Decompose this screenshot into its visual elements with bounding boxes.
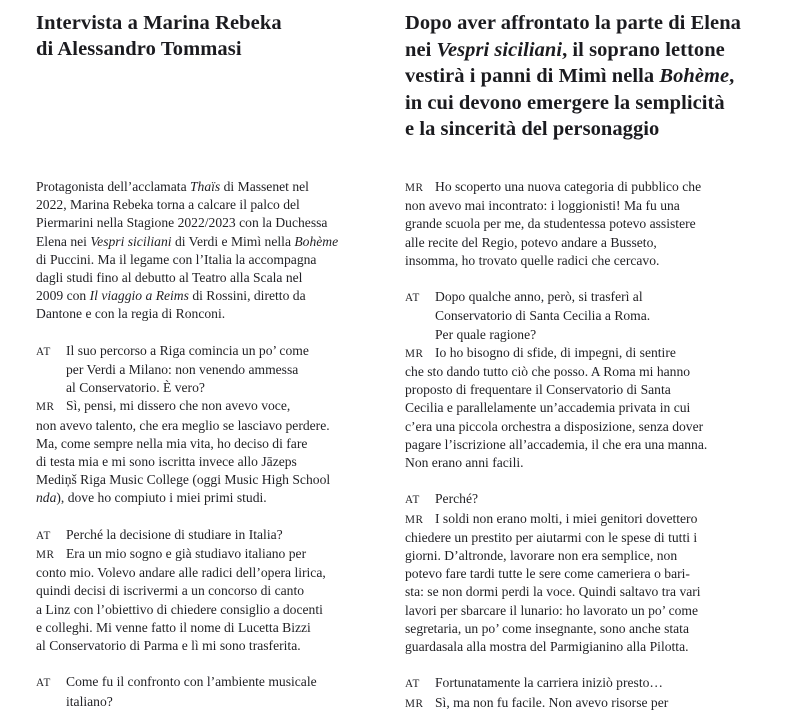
text-line: Protagonista dell’acclamata Thaïs di Massenet nel	[36, 179, 309, 194]
paragraph-gap	[405, 472, 770, 490]
line-text: pagare l’iscrizione all’accademia, il che era una manna.	[405, 436, 708, 452]
text-line	[405, 418, 770, 436]
line-text: e colleghi. Mi venne fatto il nome di Lucetta Bizzi	[36, 619, 311, 635]
line-text: Perché la decisione di studiare in Italia?	[66, 526, 283, 542]
speaker-label: MR	[405, 182, 424, 194]
text-line	[405, 565, 770, 583]
speaker-label: MR	[405, 513, 424, 526]
line-text: Il suo percorso a Riga comincia un po’ come	[66, 342, 309, 358]
line-text: Sì, pensi, mi dissero che non avevo voce,	[66, 398, 291, 414]
line-text: nda), dove ho compiuto i miei primi studi.	[36, 490, 267, 506]
text-line	[36, 489, 358, 507]
line-text: Ho scoperto una nuova categoria di pubblico che	[435, 179, 702, 194]
line-text: al Conservatorio di Parma e lì mi sono trasferita.	[36, 638, 301, 654]
speaker-label: MR	[36, 549, 55, 562]
right-body	[405, 178, 770, 713]
speaker-label: AT	[36, 345, 51, 358]
line-text: non avevo talento, che era meglio se lasciavo perdere.	[36, 417, 330, 433]
interview-answer	[405, 510, 770, 657]
interview-answer	[405, 694, 770, 713]
text-line	[405, 363, 770, 381]
text-line: vestirà i panni di Mimì nella Bohème,	[405, 65, 735, 87]
interview-question	[405, 490, 770, 509]
text-line	[405, 399, 770, 417]
text-line	[405, 326, 770, 344]
text-line	[405, 381, 770, 399]
line-text: grande scuola per me, da studentessa potevo assistere	[405, 216, 696, 232]
line-text: al Conservatorio. È vero?	[66, 380, 205, 396]
line-text: proposto di frequentare il Conservatorio di Santa	[405, 382, 671, 398]
line-text: I soldi non erano molti, i miei genitori dovettero	[435, 510, 698, 526]
text-line: di Alessandro Tommasi	[36, 38, 242, 60]
text-line	[405, 547, 770, 565]
line-text: quindi decisi di iscrivermi a un concorso di canto	[36, 583, 305, 599]
text-line	[405, 197, 770, 215]
line-text: conto mio. Volevo andare alle radici dell’opera lirica,	[36, 565, 326, 581]
interview-question	[405, 674, 770, 693]
text-line	[36, 417, 358, 435]
paragraph-gap	[36, 655, 358, 673]
line-text: alle recite del Regio, potevo andare a Busseto,	[405, 234, 657, 250]
line-text: chiedere un prestito per aiutarmi con le spese di tutti i	[405, 529, 698, 545]
line-text: sta: se non dormi perdi la voce. Quindi saltavo tra vari	[405, 584, 701, 600]
speaker-label: AT	[405, 494, 420, 507]
interview-question	[36, 673, 358, 710]
line-text: guardasala alla mostra del Parmigianino alla Pilotta.	[405, 639, 689, 655]
text-line	[36, 379, 358, 397]
text-line	[36, 453, 358, 471]
line-text: giorni. D’altronde, lavorare non era semplice, non	[405, 548, 678, 564]
text-line: e la sincerità del personaggio	[405, 118, 660, 140]
text-line	[405, 234, 770, 252]
text-line	[405, 674, 770, 693]
line-text: Io ho bisogno di sfide, di impegni, di sentire	[435, 344, 676, 360]
line-text: insomma, ho trovato quelle radici che cercavo.	[405, 252, 660, 268]
text-line: Piermarini nella Stagione 2022/2023 con la Duchessa	[36, 215, 328, 231]
line-text: non avevo mai incontrato: i loggionisti! Ma fu una	[405, 198, 680, 214]
line-text: Ma, come sempre nella mia vita, ho deciso di fare	[36, 435, 308, 451]
line-text: Cecilia e parallelamente un’accademia privata in cui	[405, 400, 691, 416]
text-line: Elena nei Vespri siciliani di Verdi e Mimì nella Bohème	[36, 233, 339, 249]
line-text: Era un mio sogno e già studiavo italiano per	[66, 546, 307, 562]
text-line	[36, 342, 358, 361]
text-line: di Puccini. Ma il legame con l’Italia la accompagna	[36, 251, 317, 267]
line-text: italiano?	[66, 693, 113, 709]
text-line	[36, 361, 358, 379]
text-line	[36, 471, 358, 489]
line-text: potevo fare tardi tutte le sere come cameriera o bari-	[405, 566, 690, 582]
right-headline-zone	[405, 10, 770, 178]
speaker-label: MR	[405, 347, 424, 360]
line-text: Mediņš Riga Music College (oggi Music High School	[36, 472, 331, 488]
line-text: c’era una piccola orchestra a disposizione, senza dover	[405, 418, 704, 434]
line-text: che sto dando tutto ciò che posso. A Roma mi hanno	[405, 364, 691, 380]
left-column	[0, 0, 400, 709]
text-line	[405, 307, 770, 325]
interview-question	[36, 526, 358, 545]
line-text: Perché?	[435, 491, 479, 507]
text-line: Intervista a Marina Rebeka	[36, 12, 282, 34]
text-line	[36, 435, 358, 453]
text-line: Dopo aver affrontato la parte di Elena	[405, 12, 741, 34]
line-text: a Linz con l’obiettivo di chiedere consiglio a docenti	[36, 601, 323, 617]
text-line	[405, 510, 770, 529]
paragraph-gap	[36, 508, 358, 526]
speaker-label: AT	[36, 677, 51, 690]
text-line	[36, 397, 358, 416]
right-column	[400, 0, 800, 710]
text-line: 2022, Marina Rebeka torna a calcare il palco del	[36, 197, 300, 213]
text-line: 2009 con Il viaggio a Reims di Rossini, diretto da	[36, 288, 306, 304]
text-line	[405, 529, 770, 547]
line-text: Fortunatamente la carriera iniziò presto…	[435, 675, 663, 691]
text-line: dagli studi fino al debutto al Teatro alla Scala nel	[36, 270, 303, 286]
speaker-label: AT	[405, 678, 420, 691]
text-line	[405, 454, 770, 472]
text-line	[36, 673, 358, 692]
interview-question	[36, 342, 358, 398]
line-text: Per quale ragione?	[435, 326, 537, 342]
speaker-label: AT	[405, 292, 420, 305]
text-line	[405, 694, 770, 713]
text-line	[36, 545, 358, 564]
text-line	[405, 602, 770, 620]
line-text: Non erano anni facili.	[405, 455, 524, 471]
text-line	[405, 178, 770, 197]
text-line: nei Vespri siciliani, il soprano lettone	[405, 38, 725, 61]
speaker-label: MR	[405, 697, 424, 710]
text-line	[36, 619, 358, 637]
left-qa-list	[36, 342, 358, 711]
interview-answer	[36, 545, 358, 655]
text-line: Dantone e con la regia di Ronconi.	[36, 306, 226, 322]
left-headline-zone	[36, 10, 358, 178]
standfirst	[405, 10, 770, 143]
text-line	[405, 490, 770, 509]
line-text: segretaria, un po’ come insegnante, sono anche stata	[405, 620, 689, 636]
page-title	[36, 10, 358, 62]
text-line	[36, 564, 358, 582]
text-line: in cui devono emergere la semplicità	[405, 91, 725, 114]
text-line	[36, 637, 358, 655]
interview-answer	[405, 178, 770, 270]
intro-paragraph	[36, 178, 358, 324]
line-text: Sì, ma non fu facile. Non avevo risorse per	[435, 694, 669, 710]
text-line	[36, 601, 358, 619]
text-line	[36, 526, 358, 545]
line-text: Conservatorio di Santa Cecilia a Roma.	[435, 308, 651, 324]
text-line	[405, 215, 770, 233]
left-body	[36, 178, 358, 711]
text-line	[405, 638, 770, 656]
speaker-label: MR	[36, 401, 55, 414]
text-line	[405, 583, 770, 601]
line-text: lavori per sbarcare il lunario: ho lavorato un po’ come	[405, 602, 699, 618]
line-text: per Verdi a Milano: non venendo ammessa	[66, 362, 299, 378]
interview-answer	[36, 397, 358, 507]
text-line	[405, 620, 770, 638]
line-text: di testa mia e mi sono iscritta invece allo Jāzeps	[36, 454, 297, 470]
interview-answer	[405, 344, 770, 472]
line-text: Dopo qualche anno, però, si trasferì al	[435, 289, 643, 305]
right-qa-list	[405, 178, 770, 713]
text-line	[405, 288, 770, 307]
text-line	[405, 252, 770, 270]
interview-question	[405, 288, 770, 344]
text-line	[36, 582, 358, 600]
text-line	[405, 436, 770, 454]
text-line	[36, 693, 358, 711]
speaker-label: AT	[36, 529, 51, 542]
paragraph-gap	[405, 270, 770, 288]
line-text: Come fu il confronto con l’ambiente musicale	[66, 674, 317, 690]
text-line	[405, 344, 770, 363]
